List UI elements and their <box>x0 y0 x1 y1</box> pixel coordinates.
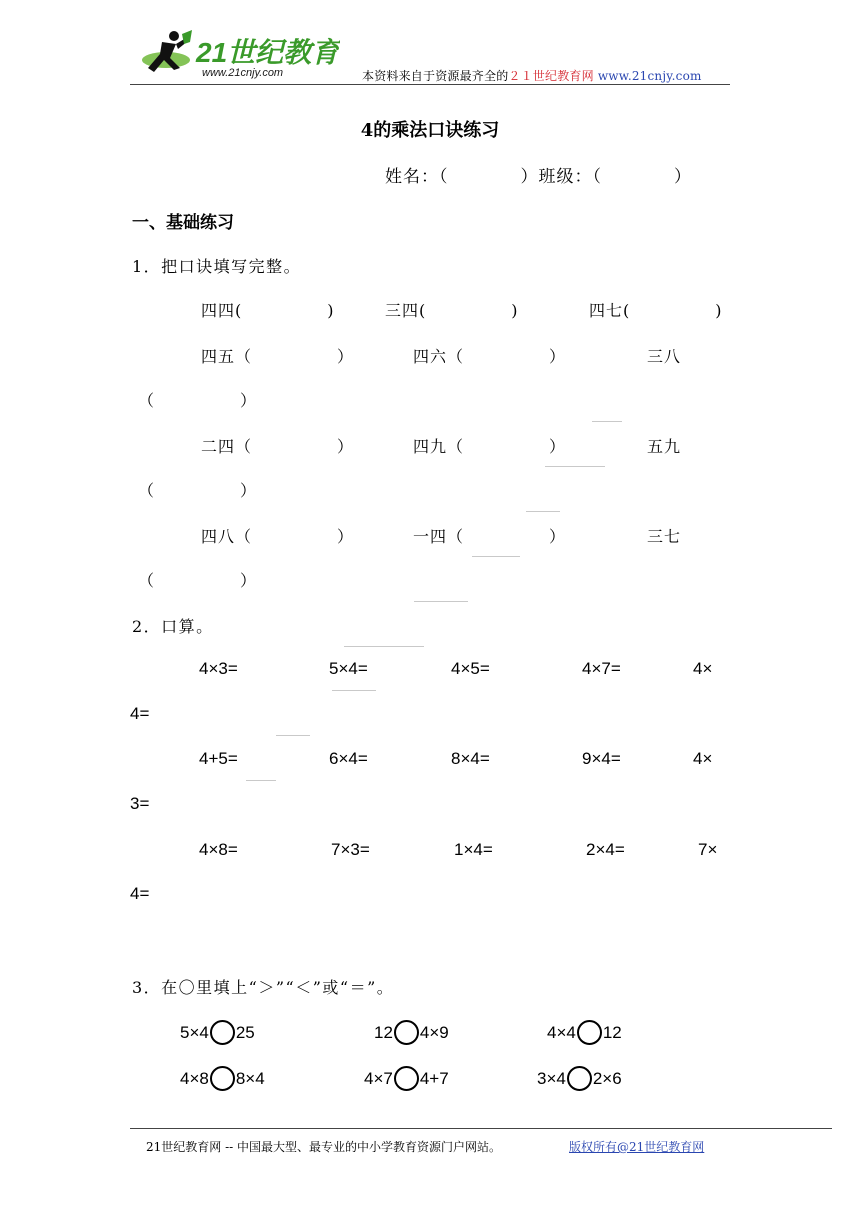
question-1-label: 1．把口诀填写完整。 <box>132 257 302 276</box>
q2-item: 4×3= <box>199 659 238 678</box>
section-heading: 一、基础练习 <box>132 213 234 233</box>
scan-artifact <box>246 780 276 781</box>
copyright-link[interactable]: 版权所有@21世纪教育网 <box>569 1140 705 1154</box>
q1-item-wrap: （ ） <box>138 481 258 500</box>
footer-divider <box>130 1128 832 1129</box>
footer-text: 21世纪教育网 -- 中国最大型、最专业的中小学教育资源门户网站。 <box>146 1140 502 1154</box>
compare-item <box>180 1066 265 1091</box>
page-title: 4的乘法口诀练习 <box>360 120 500 141</box>
q2-item-wrap: 3= <box>130 794 150 813</box>
q1-item: 四五（ ） <box>201 347 355 366</box>
scan-artifact <box>526 511 560 512</box>
q2-item-wrap: 4= <box>130 704 150 723</box>
q1-item: 三七 <box>647 527 682 546</box>
q2-item: 4× <box>693 749 713 768</box>
q2-item: 5×4= <box>329 659 368 678</box>
compare-right: 2×6 <box>592 1068 622 1088</box>
compare-left: 5×4 <box>180 1022 209 1042</box>
compare-item <box>180 1020 255 1045</box>
q2-item: 9×4= <box>582 749 621 768</box>
compare-item <box>374 1020 449 1045</box>
compare-right: 8×4 <box>235 1068 265 1088</box>
q2-item: 7× <box>698 840 718 859</box>
logo-url: www.21cnjy.com <box>202 67 284 79</box>
scan-artifact <box>276 735 310 736</box>
compare-right: 4×9 <box>419 1022 449 1042</box>
scan-artifact <box>332 690 376 691</box>
answer-circle[interactable] <box>394 1020 419 1045</box>
q2-item: 4× <box>693 659 713 678</box>
q1-item: 三四( ) <box>385 301 519 320</box>
answer-circle[interactable] <box>577 1020 602 1045</box>
compare-left: 4×7 <box>364 1068 393 1088</box>
compare-right: 12 <box>602 1022 622 1042</box>
answer-circle[interactable] <box>210 1066 235 1091</box>
q1-item: 四九（ ） <box>413 437 567 456</box>
answer-circle[interactable] <box>394 1066 419 1091</box>
q1-item: 二四（ ） <box>201 437 355 456</box>
q2-item: 4+5= <box>199 749 238 768</box>
q1-item-wrap: （ ） <box>138 391 258 410</box>
compare-item <box>537 1066 622 1091</box>
question-2-label: 2．口算。 <box>132 617 214 636</box>
header-note <box>362 67 702 84</box>
q1-item: 五九 <box>647 437 682 456</box>
q2-item-wrap: 4= <box>130 884 150 903</box>
question-3-label: 3．在〇里填上“＞”“＜”或“＝”。 <box>132 978 395 997</box>
logo-text: 21世纪教育 <box>196 37 340 68</box>
compare-left: 4×8 <box>180 1068 209 1088</box>
q1-item: 四八（ ） <box>201 527 355 546</box>
q2-item: 4×8= <box>199 840 238 859</box>
scan-artifact <box>414 601 468 602</box>
scan-artifact <box>344 646 424 647</box>
scan-artifact <box>592 421 622 422</box>
header-note-url[interactable]: www.21cnjy.com <box>597 69 702 83</box>
compare-item <box>364 1066 449 1091</box>
q1-item: 四七( ) <box>589 301 723 320</box>
header-note-prefix: 本资料来自于资源最齐全的 <box>362 69 509 83</box>
answer-circle[interactable] <box>210 1020 235 1045</box>
q1-item: 一四（ ） <box>413 527 567 546</box>
name-class-row: 姓名：（ ）班级：（ ） <box>385 167 692 187</box>
compare-right: 25 <box>235 1022 255 1042</box>
runner-logo-icon <box>140 28 340 84</box>
compare-left: 3×4 <box>537 1068 566 1088</box>
q2-item: 8×4= <box>451 749 490 768</box>
q2-item: 4×5= <box>451 659 490 678</box>
answer-circle[interactable] <box>567 1066 592 1091</box>
q2-item: 4×7= <box>582 659 621 678</box>
scan-artifact <box>545 466 605 467</box>
q1-item: 三八 <box>647 347 682 366</box>
compare-left: 4×4 <box>547 1022 576 1042</box>
q1-item: 四四( ) <box>201 301 335 320</box>
scan-artifact <box>472 556 520 557</box>
header-divider <box>130 84 730 85</box>
compare-left: 12 <box>374 1022 393 1042</box>
q1-item-wrap: （ ） <box>138 571 258 590</box>
compare-right: 4+7 <box>419 1068 449 1088</box>
q2-item: 6×4= <box>329 749 368 768</box>
site-logo <box>140 28 340 84</box>
q2-item: 7×3= <box>331 840 370 859</box>
compare-item <box>547 1020 622 1045</box>
header-note-site[interactable]: ２１世纪教育网 <box>508 69 594 83</box>
q2-item: 1×4= <box>454 840 493 859</box>
q2-item: 2×4= <box>586 840 625 859</box>
q1-item: 四六（ ） <box>413 347 567 366</box>
